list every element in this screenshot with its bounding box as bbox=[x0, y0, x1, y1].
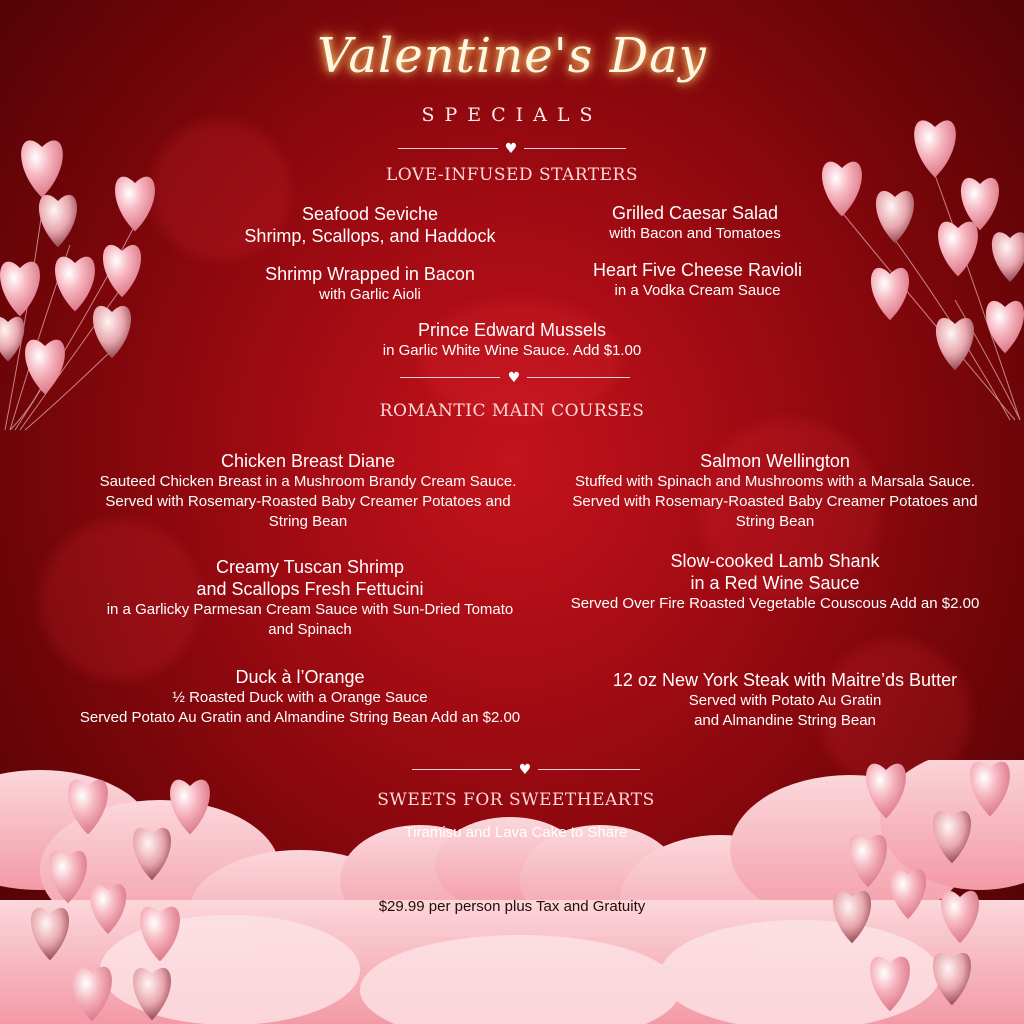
item-desc: and Almandine String Bean bbox=[694, 712, 876, 729]
heart-icon: ♥ bbox=[507, 370, 521, 386]
menu-item-tiramisu-lava-cake: Tiramisu and Lava Cake to Share bbox=[404, 824, 628, 841]
section-title-mains: ROMANTIC MAIN COURSES bbox=[379, 401, 645, 421]
menu-item-slow-cooked-lamb-shank bbox=[555, 550, 995, 614]
item-name: Slow-cooked Lamb Shank bbox=[670, 551, 880, 571]
item-name: Grilled Caesar Salad bbox=[611, 203, 779, 223]
price-note: $29.99 per person plus Tax and Gratuity bbox=[378, 898, 646, 915]
menu-item-new-york-steak bbox=[560, 669, 1010, 731]
page-title: Valentine's Day bbox=[317, 28, 707, 84]
item-desc: with Garlic Aioli bbox=[319, 286, 421, 303]
item-name: Shrimp, Scallops, and Haddock bbox=[244, 226, 496, 246]
menu-item-heart-five-cheese-ravioli bbox=[555, 259, 840, 301]
item-name: Heart Five Cheese Ravioli bbox=[592, 260, 803, 280]
page-subtitle: SPECIALS bbox=[421, 104, 603, 126]
item-desc: Served Over Fire Roasted Vegetable Couscous Add an $2.00 bbox=[570, 595, 980, 612]
item-desc: in Garlic White Wine Sauce. Add $1.00 bbox=[382, 342, 642, 359]
balloons-right bbox=[822, 120, 1024, 370]
item-name: in a Red Wine Sauce bbox=[690, 573, 860, 593]
menu-item-seafood-seviche bbox=[200, 203, 540, 247]
item-name: 12 oz New York Steak with Maitre’ds Butter bbox=[612, 670, 958, 690]
heart-icon: ♥ bbox=[518, 762, 532, 778]
section-divider bbox=[412, 763, 640, 777]
item-desc: Served Potato Au Gratin and Almandine String Bean Add an $2.00 bbox=[79, 709, 521, 726]
item-desc: Sauteed Chicken Breast in a Mushroom Brandy Cream Sauce. Served with Rosemary-Roasted Baby Creamer Potatoes and String Bean bbox=[99, 473, 517, 530]
menu-item-shrimp-wrapped-in-bacon bbox=[220, 263, 520, 305]
menu-item-chicken-breast-diane bbox=[78, 450, 538, 532]
item-name: Creamy Tuscan Shrimp bbox=[215, 557, 405, 577]
item-desc: Stuffed with Spinach and Mushrooms with a Marsala Sauce. Served with Rosemary-Roasted Baby Creamer Potatoes and String Bean bbox=[572, 473, 978, 530]
menu-item-duck-a-lorange bbox=[50, 666, 550, 728]
item-desc: ½ Roasted Duck with a Orange Sauce bbox=[172, 689, 428, 706]
item-desc: Served with Potato Au Gratin bbox=[688, 692, 882, 709]
menu-item-grilled-caesar-salad bbox=[555, 202, 835, 244]
item-desc: with Bacon and Tomatoes bbox=[609, 225, 781, 242]
item-desc: in a Garlicky Parmesan Cream Sauce with Sun-Dried Tomato and Spinach bbox=[106, 601, 514, 638]
item-name: Salmon Wellington bbox=[700, 451, 850, 471]
section-divider bbox=[400, 371, 630, 385]
section-title-starters: LOVE-INFUSED STARTERS bbox=[385, 165, 638, 185]
item-name: Seafood Seviche bbox=[301, 204, 439, 224]
item-name: Duck à l’Orange bbox=[235, 667, 365, 687]
item-desc: in a Vodka Cream Sauce bbox=[614, 282, 781, 299]
section-title-sweets: SWEETS FOR SWEETHEARTS bbox=[377, 790, 655, 810]
item-name: Chicken Breast Diane bbox=[220, 451, 396, 471]
item-name: Shrimp Wrapped in Bacon bbox=[265, 264, 475, 284]
section-divider bbox=[398, 142, 626, 156]
item-name: and Scallops Fresh Fettucini bbox=[196, 579, 424, 599]
menu-item-salmon-wellington bbox=[555, 450, 995, 532]
item-name: Prince Edward Mussels bbox=[417, 320, 607, 340]
menu-item-prince-edward-mussels bbox=[362, 319, 662, 361]
heart-icon: ♥ bbox=[504, 141, 518, 157]
menu-item-creamy-tuscan-shrimp bbox=[90, 556, 530, 640]
